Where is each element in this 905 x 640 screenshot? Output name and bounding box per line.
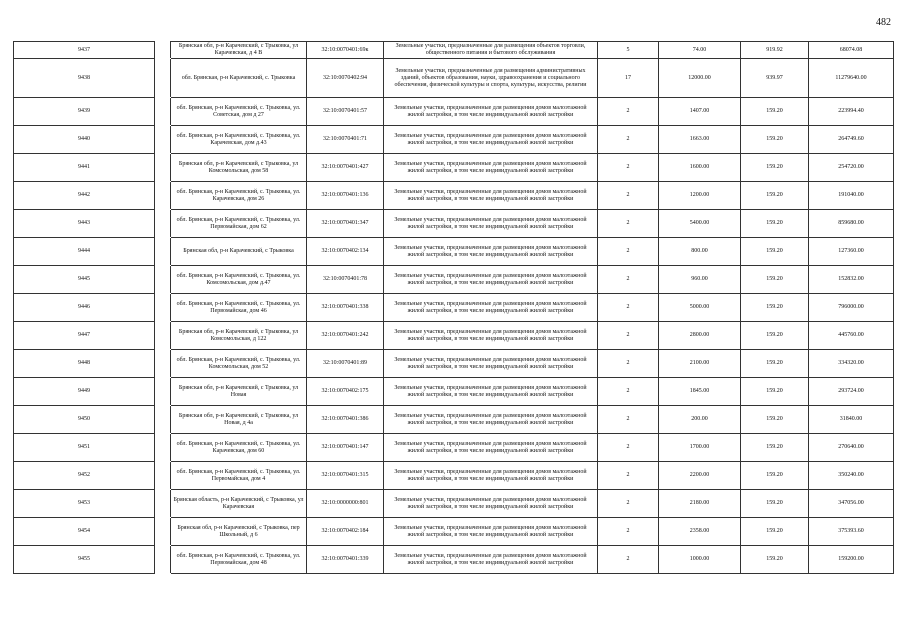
cadastral-number-cell: 32:10:0070401:315: [307, 462, 384, 490]
group-cell: 2: [598, 546, 659, 574]
spacer-cell: [155, 42, 171, 59]
cadastral-number-cell: 32:10:0070401:338: [307, 294, 384, 322]
spacer-cell: [155, 434, 171, 462]
row-number: 9450: [14, 406, 155, 434]
row-number: 9453: [14, 490, 155, 518]
spacer-cell: [155, 182, 171, 210]
land-purpose-cell: Земельные участки, предназначенные для размещения домов малоэтажной жилой застройки, в том числе индивидуальной жилой застройки: [384, 126, 598, 154]
address-cell: Брянская область, р-н Карачевский, с Трыковка, ул Карачевская: [171, 490, 307, 518]
address-cell: обл. Брянская, р-н Карачевский, с. Трыковка: [171, 59, 307, 98]
cadastral-value-cell: 859680.00: [809, 210, 894, 238]
row-number: 9440: [14, 126, 155, 154]
area-cell: 12000.00: [659, 59, 741, 98]
cadastral-number-cell: 32:10:0070402:134: [307, 238, 384, 266]
table-row: [14, 462, 894, 490]
spacer-cell: [155, 350, 171, 378]
cadastral-number-cell: 32:10:0070401:69к: [307, 42, 384, 59]
cadastral-value-cell: 127360.00: [809, 238, 894, 266]
cadastral-number-cell: 32:10:0070401:242: [307, 322, 384, 350]
address-cell: обл. Брянская, р-н Карачевский, с. Трыковка, ул. Комсомольская, дом 52: [171, 350, 307, 378]
cadastral-number-cell: 32:10:0070401:347: [307, 210, 384, 238]
spacer-cell: [155, 154, 171, 182]
area-cell: 1845.00: [659, 378, 741, 406]
row-number: 9442: [14, 182, 155, 210]
row-number: 9455: [14, 546, 155, 574]
cadastral-number-cell: 32:10:0070401:136: [307, 182, 384, 210]
cadastral-value-cell: 223994.40: [809, 98, 894, 126]
address-cell: обл. Брянская, р-н Карачевский, с. Трыковка, ул. Советская, дом д 27: [171, 98, 307, 126]
table-row: [14, 154, 894, 182]
cadastral-number-cell: 32:10:0070401:386: [307, 406, 384, 434]
land-purpose-cell: Земельные участки, предназначенные для размещения домов малоэтажной жилой застройки, в том числе индивидуальной жилой застройки: [384, 294, 598, 322]
area-cell: 1700.00: [659, 434, 741, 462]
table-row: [14, 378, 894, 406]
cadastral-number-cell: 32:10:0070401:89: [307, 350, 384, 378]
spacer-cell: [155, 59, 171, 98]
specific-value-cell: 159.20: [741, 546, 809, 574]
group-cell: 2: [598, 406, 659, 434]
cadastral-number-cell: 32:10:0070402:175: [307, 378, 384, 406]
group-cell: 17: [598, 59, 659, 98]
address-cell: Брянская обл, р-н Карачевский, с Трыковка, ул Комсомольская, д 122: [171, 322, 307, 350]
cadastral-value-cell: 159200.00: [809, 546, 894, 574]
land-purpose-cell: Земельные участки, предназначенные для размещения домов малоэтажной жилой застройки, в том числе индивидуальной жилой застройки: [384, 406, 598, 434]
area-cell: 200.00: [659, 406, 741, 434]
group-cell: 2: [598, 350, 659, 378]
spacer-cell: [155, 98, 171, 126]
cadastral-value-cell: 264749.60: [809, 126, 894, 154]
group-cell: 2: [598, 266, 659, 294]
group-cell: 2: [598, 434, 659, 462]
group-cell: 2: [598, 462, 659, 490]
row-number: 9441: [14, 154, 155, 182]
group-cell: 2: [598, 98, 659, 126]
address-cell: Брянская обл, р-н Карачевский, с Трыковка, ул Новая: [171, 378, 307, 406]
table-row: [14, 434, 894, 462]
cadastral-value-cell: 375393.60: [809, 518, 894, 546]
spacer-cell: [155, 378, 171, 406]
table-row: [14, 210, 894, 238]
specific-value-cell: 159.20: [741, 294, 809, 322]
cadastral-value-cell: 796000.00: [809, 294, 894, 322]
address-cell: обл. Брянская, р-н Карачевский, с. Трыковка, ул. Первомайская, дом 48: [171, 546, 307, 574]
group-cell: 2: [598, 294, 659, 322]
area-cell: 2200.00: [659, 462, 741, 490]
cadastral-value-cell: 152832.00: [809, 266, 894, 294]
spacer-cell: [155, 126, 171, 154]
spacer-cell: [155, 490, 171, 518]
cadastral-number-cell: 32:10:0070401:78: [307, 266, 384, 294]
area-cell: 1200.00: [659, 182, 741, 210]
land-purpose-cell: Земельные участки, предназначенные для размещения домов малоэтажной жилой застройки, в том числе индивидуальной жилой застройки: [384, 462, 598, 490]
land-purpose-cell: Земельные участки, предназначенные для размещения административных зданий, объектов образования, науки, здравоохранения и социального обеспечения, физической культуры и спорта, культуры, искусства, религии: [384, 59, 598, 98]
spacer-cell: [155, 294, 171, 322]
land-purpose-cell: Земельные участки, предназначенные для размещения домов малоэтажной жилой застройки, в том числе индивидуальной жилой застройки: [384, 266, 598, 294]
group-cell: 2: [598, 378, 659, 406]
cadastral-number-cell: 32:10:0000000:801: [307, 490, 384, 518]
row-number: 9454: [14, 518, 155, 546]
cadastral-value-cell: 347056.00: [809, 490, 894, 518]
specific-value-cell: 159.20: [741, 126, 809, 154]
specific-value-cell: 919.92: [741, 42, 809, 59]
table-row: [14, 350, 894, 378]
table-row: [14, 238, 894, 266]
cadastral-number-cell: 32:10:0070401:57: [307, 98, 384, 126]
land-purpose-cell: Земельные участки, предназначенные для размещения объектов торговли, общественного питания и бытового обслуживания: [384, 42, 598, 59]
spacer-cell: [155, 462, 171, 490]
specific-value-cell: 159.20: [741, 98, 809, 126]
table-row: [14, 322, 894, 350]
cadastral-value-cell: 270640.00: [809, 434, 894, 462]
area-cell: 1000.00: [659, 546, 741, 574]
row-number: 9437: [14, 42, 155, 59]
table-row: [14, 518, 894, 546]
cadastral-value-cell: 68074.08: [809, 42, 894, 59]
specific-value-cell: 159.20: [741, 350, 809, 378]
table-row: [14, 59, 894, 98]
table-row: [14, 546, 894, 574]
row-number: 9448: [14, 350, 155, 378]
group-cell: 2: [598, 154, 659, 182]
table-row: [14, 42, 894, 59]
land-purpose-cell: Земельные участки, предназначенные для размещения домов малоэтажной жилой застройки, в том числе индивидуальной жилой застройки: [384, 490, 598, 518]
group-cell: 2: [598, 518, 659, 546]
specific-value-cell: 939.97: [741, 59, 809, 98]
spacer-cell: [155, 406, 171, 434]
specific-value-cell: 159.20: [741, 266, 809, 294]
specific-value-cell: 159.20: [741, 378, 809, 406]
land-purpose-cell: Земельные участки, предназначенные для размещения домов малоэтажной жилой застройки, в том числе индивидуальной жилой застройки: [384, 210, 598, 238]
cadastral-number-cell: 32:10:0070401:339: [307, 546, 384, 574]
cadastral-number-cell: 32:10:0070401:427: [307, 154, 384, 182]
specific-value-cell: 159.20: [741, 406, 809, 434]
row-number: 9451: [14, 434, 155, 462]
specific-value-cell: 159.20: [741, 154, 809, 182]
land-purpose-cell: Земельные участки, предназначенные для размещения домов малоэтажной жилой застройки, в том числе индивидуальной жилой застройки: [384, 546, 598, 574]
row-number: 9452: [14, 462, 155, 490]
table-row: [14, 98, 894, 126]
cadastral-value-cell: 445760.00: [809, 322, 894, 350]
area-cell: 960.00: [659, 266, 741, 294]
row-number: 9444: [14, 238, 155, 266]
row-number: 9439: [14, 98, 155, 126]
area-cell: 2358.00: [659, 518, 741, 546]
land-purpose-cell: Земельные участки, предназначенные для размещения домов малоэтажной жилой застройки, в том числе индивидуальной жилой застройки: [384, 182, 598, 210]
specific-value-cell: 159.20: [741, 490, 809, 518]
specific-value-cell: 159.20: [741, 462, 809, 490]
specific-value-cell: 159.20: [741, 238, 809, 266]
address-cell: Брянская обл, р-н Карачевский, с Трыковка, ул Карачевская, д 4 В: [171, 42, 307, 59]
address-cell: Брянская обл, р-н Карачевский, с Трыковка: [171, 238, 307, 266]
group-cell: 2: [598, 126, 659, 154]
table-row: [14, 294, 894, 322]
spacer-cell: [155, 518, 171, 546]
table-row: [14, 266, 894, 294]
specific-value-cell: 159.20: [741, 210, 809, 238]
table-row: [14, 126, 894, 154]
group-cell: 2: [598, 182, 659, 210]
address-cell: Брянская обл, р-н Карачевский, с Трыковка, пер Школьный, д 6: [171, 518, 307, 546]
area-cell: 5000.00: [659, 294, 741, 322]
row-number: 9443: [14, 210, 155, 238]
land-purpose-cell: Земельные участки, предназначенные для размещения домов малоэтажной жилой застройки, в том числе индивидуальной жилой застройки: [384, 154, 598, 182]
cadastral-value-cell: 11279640.00: [809, 59, 894, 98]
area-cell: 1600.00: [659, 154, 741, 182]
area-cell: 1663.00: [659, 126, 741, 154]
specific-value-cell: 159.20: [741, 434, 809, 462]
area-cell: 2800.00: [659, 322, 741, 350]
address-cell: обл. Брянская, р-н Карачевский, с. Трыковка, ул. Первомайская, дом 4: [171, 462, 307, 490]
group-cell: 5: [598, 42, 659, 59]
spacer-cell: [155, 210, 171, 238]
address-cell: обл. Брянская, р-н Карачевский, с. Трыковка, ул. Первомайская, дом 46: [171, 294, 307, 322]
land-registry-table: [13, 41, 894, 574]
land-purpose-cell: Земельные участки, предназначенные для размещения домов малоэтажной жилой застройки, в том числе индивидуальной жилой застройки: [384, 238, 598, 266]
group-cell: 2: [598, 322, 659, 350]
table-row: [14, 490, 894, 518]
group-cell: 2: [598, 238, 659, 266]
cadastral-number-cell: 32:10:0070401:147: [307, 434, 384, 462]
cadastral-number-cell: 32:10:0070402:94: [307, 59, 384, 98]
address-cell: Брянская обл, р-н Карачевский, с Трыковка, ул Новая, д 4а: [171, 406, 307, 434]
row-number: 9449: [14, 378, 155, 406]
address-cell: обл. Брянская, р-н Карачевский, с. Трыковка, ул. Карачевская, дом 26: [171, 182, 307, 210]
address-cell: обл. Брянская, р-н Карачевский, с. Трыковка, ул. Карачевская, дом д.43: [171, 126, 307, 154]
row-number: 9438: [14, 59, 155, 98]
cadastral-number-cell: 32:10:0070402:184: [307, 518, 384, 546]
group-cell: 2: [598, 490, 659, 518]
specific-value-cell: 159.20: [741, 518, 809, 546]
land-purpose-cell: Земельные участки, предназначенные для размещения домов малоэтажной жилой застройки, в том числе индивидуальной жилой застройки: [384, 434, 598, 462]
address-cell: обл. Брянская, р-н Карачевский, с. Трыковка, ул. Первомайская, дом 62: [171, 210, 307, 238]
group-cell: 2: [598, 210, 659, 238]
specific-value-cell: 159.20: [741, 182, 809, 210]
spacer-cell: [155, 238, 171, 266]
row-number: 9445: [14, 266, 155, 294]
area-cell: 74.00: [659, 42, 741, 59]
area-cell: 2100.00: [659, 350, 741, 378]
table-row: [14, 182, 894, 210]
address-cell: обл. Брянская, р-н Карачевский, с. Трыковка, ул. Комсомольская, дом д.47: [171, 266, 307, 294]
row-number: 9446: [14, 294, 155, 322]
cadastral-value-cell: 293724.00: [809, 378, 894, 406]
area-cell: 2180.00: [659, 490, 741, 518]
land-purpose-cell: Земельные участки, предназначенные для размещения домов малоэтажной жилой застройки, в том числе индивидуальной жилой застройки: [384, 322, 598, 350]
spacer-cell: [155, 266, 171, 294]
cadastral-number-cell: 32:10:0070401:71: [307, 126, 384, 154]
cadastral-value-cell: 254720.00: [809, 154, 894, 182]
table-row: [14, 406, 894, 434]
land-purpose-cell: Земельные участки, предназначенные для размещения домов малоэтажной жилой застройки, в том числе индивидуальной жилой застройки: [384, 98, 598, 126]
spacer-cell: [155, 322, 171, 350]
area-cell: 1407.00: [659, 98, 741, 126]
cadastral-value-cell: 31840.00: [809, 406, 894, 434]
land-purpose-cell: Земельные участки, предназначенные для размещения домов малоэтажной жилой застройки, в том числе индивидуальной жилой застройки: [384, 378, 598, 406]
address-cell: обл. Брянская, р-н Карачевский, с. Трыковка, ул. Карачевская, дом 60: [171, 434, 307, 462]
page-number: 482: [876, 17, 891, 28]
land-purpose-cell: Земельные участки, предназначенные для размещения домов малоэтажной жилой застройки, в том числе индивидуальной жилой застройки: [384, 350, 598, 378]
land-purpose-cell: Земельные участки, предназначенные для размещения домов малоэтажной жилой застройки, в том числе индивидуальной жилой застройки: [384, 518, 598, 546]
cadastral-value-cell: 350240.00: [809, 462, 894, 490]
area-cell: 800.00: [659, 238, 741, 266]
specific-value-cell: 159.20: [741, 322, 809, 350]
row-number: 9447: [14, 322, 155, 350]
area-cell: 5400.00: [659, 210, 741, 238]
cadastral-value-cell: 334320.00: [809, 350, 894, 378]
spacer-cell: [155, 546, 171, 574]
address-cell: Брянская обл, р-н Карачевский, с Трыковка, ул Комсомольская, дом 58: [171, 154, 307, 182]
cadastral-value-cell: 191040.00: [809, 182, 894, 210]
